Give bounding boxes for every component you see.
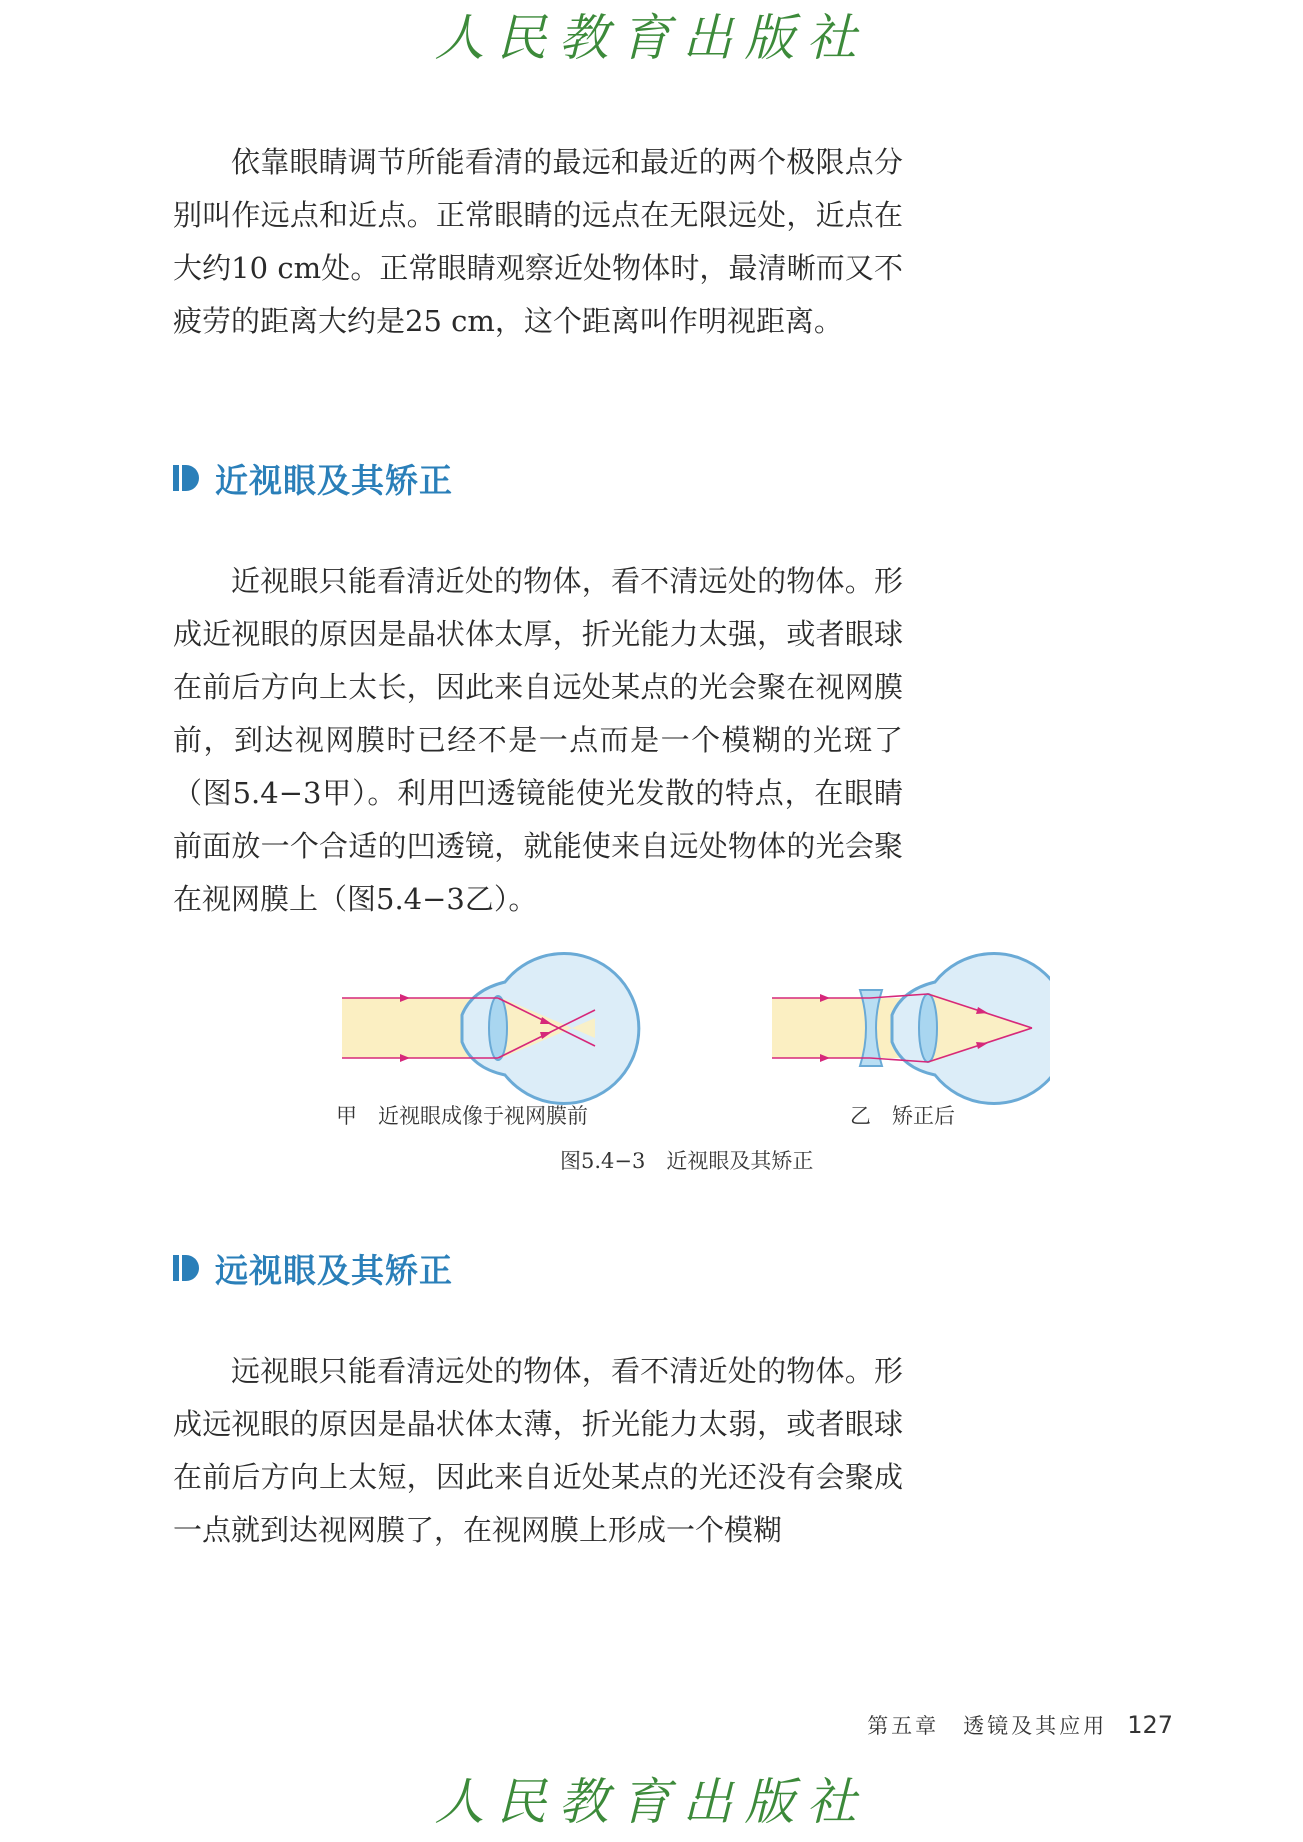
corrected-eye-diagram bbox=[772, 954, 1050, 1104]
eye-lens bbox=[489, 996, 507, 1060]
section-heading-text: 远视眼及其矫正 bbox=[215, 1250, 453, 1290]
publisher-logo-bottom: 人民教育出版社 bbox=[434, 1773, 869, 1831]
section-heading-hyperopia bbox=[173, 1244, 453, 1292]
figure-myopia-eye-diagrams bbox=[330, 950, 1050, 1110]
figure-right-caption: 乙 矫正后 bbox=[850, 1104, 955, 1128]
section-heading-myopia bbox=[173, 454, 453, 502]
page-footer bbox=[867, 1710, 1173, 1740]
section-heading-text: 近视眼及其矫正 bbox=[215, 460, 453, 500]
section-marker-icon bbox=[173, 463, 199, 493]
section-marker-icon bbox=[173, 1253, 199, 1283]
paragraph-far-near-point: 依靠眼睛调节所能看清的最远和最近的两个极限点分别叫作远点和近点。正常眼睛的远点在无限远处，近点在大约10 cm处。正常眼睛观察近处物体时，最清晰而又不疲劳的距离大约是25 cm，这个距离叫作明视距离。 bbox=[173, 145, 903, 338]
paragraph-hyperopia: 远视眼只能看清远处的物体，看不清近处的物体。形成远视眼的原因是晶状体太薄，折光能力太弱，或者眼球在前后方向上太短，因此来自近处某点的光还没有会聚成一点就到达视网膜了，在视网膜上形成一个模糊 bbox=[173, 1354, 903, 1547]
page-number: 127 bbox=[1127, 1711, 1173, 1739]
chapter-label: 第五章 透镜及其应用 bbox=[867, 1714, 1108, 1738]
paragraph-myopia: 近视眼只能看清近处的物体，看不清远处的物体。形成近视眼的原因是晶状体太厚，折光能力太强，或者眼球在前后方向上太长，因此来自远处某点的光会聚在视网膜前，到达视网膜时已经不是一点而是一个模糊的光斑了（图5.4−3甲）。利用凹透镜能使光发散的特点，在眼睛前面放一个合适的凹透镜，就能使来自远处物体的光会聚在视网膜上（图5.4−3乙）。 bbox=[173, 564, 903, 916]
figure-left-caption: 甲 近视眼成像于视网膜前 bbox=[336, 1104, 588, 1128]
publisher-logo-top: 人民教育出版社 bbox=[434, 9, 869, 67]
eye-lens bbox=[919, 994, 937, 1062]
figure-title: 图5.4−3 近视眼及其矫正 bbox=[560, 1149, 814, 1173]
myopic-eye-diagram bbox=[342, 954, 639, 1104]
